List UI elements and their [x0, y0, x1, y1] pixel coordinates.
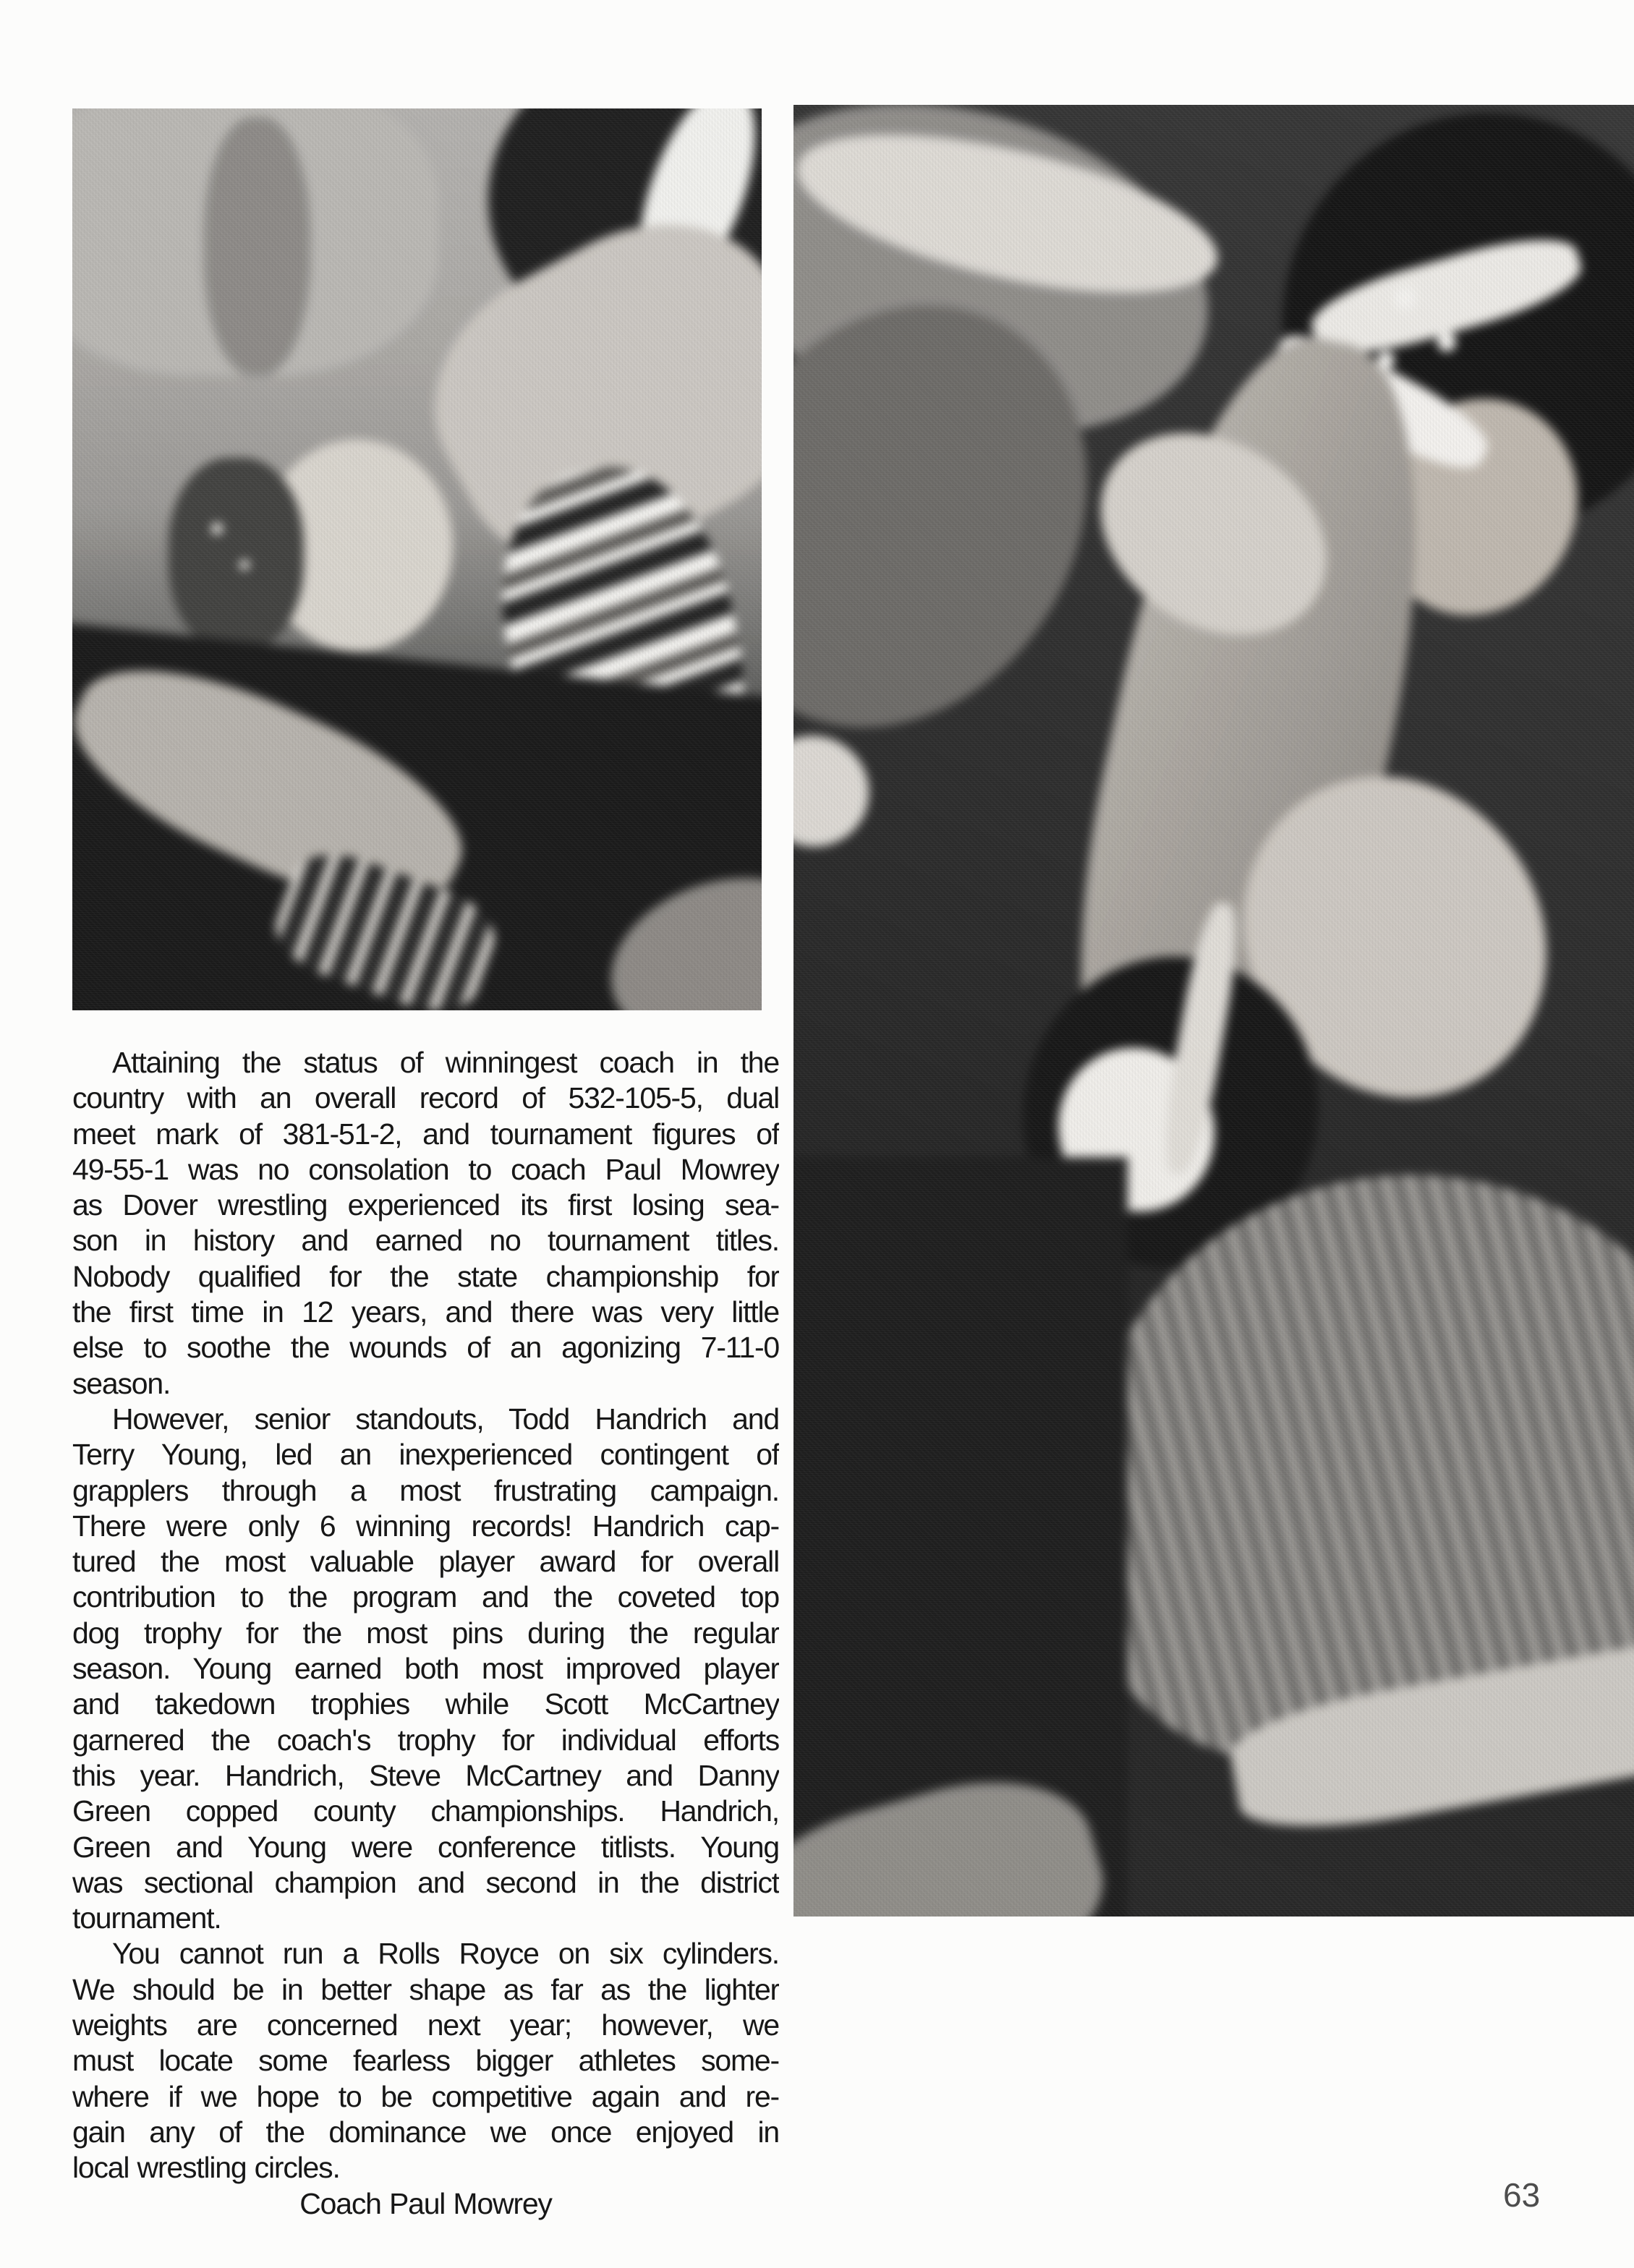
left-wrestling-photo	[72, 108, 762, 1010]
text-line: Attaining the status of winningest coach in the	[112, 1046, 779, 1079]
text-line: garnered the coach's trophy for individual efforts	[72, 1723, 779, 1757]
text-line: dog trophy for the most pins during the regular	[72, 1616, 779, 1650]
text-line: local wrestling circles.	[72, 2151, 340, 2185]
text-line: tured the most valuable player award for overall	[72, 1545, 779, 1579]
text-line: You cannot run a Rolls Royce on six cylinders.	[112, 1937, 779, 1971]
text-line: Terry Young, led an inexperienced contingent of	[72, 1438, 779, 1472]
byline: Coach Paul Mowrey	[299, 2186, 552, 2220]
article-text	[72, 1045, 779, 2222]
paragraph	[72, 1936, 779, 2186]
text-line: Nobody qualified for the state championship for	[72, 1259, 779, 1293]
text-line: 49-55-1 was no consolation to coach Paul Mowrey	[72, 1152, 779, 1186]
right-wrestling-photo	[793, 105, 1634, 1917]
text-line: must locate some fearless bigger athletes some-	[72, 2044, 779, 2078]
text-line: grapplers through a most frustrating campaign.	[72, 1473, 779, 1507]
text-line: and takedown trophies while Scott McCartney	[72, 1687, 779, 1721]
text-line: season. Young earned both most improved player	[72, 1652, 779, 1686]
page-number: 63	[1503, 2176, 1541, 2214]
text-line: as Dover wrestling experienced its first losing sea-	[72, 1188, 779, 1222]
paragraph	[72, 1402, 779, 1936]
text-line: weights are concerned next year; however, we	[72, 2008, 779, 2042]
text-line: There were only 6 winning records! Handrich cap-	[72, 1509, 779, 1543]
photo-grain-overlay	[72, 108, 762, 1010]
text-line: We should be in better shape as far as the lighter	[72, 1972, 779, 2006]
text-line: was sectional champion and second in the district	[72, 1865, 779, 1899]
text-line: country with an overall record of 532-105-5, dual	[72, 1081, 779, 1115]
text-line: gain any of the dominance we once enjoyed in	[72, 2115, 779, 2149]
text-line: where if we hope to be competitive again and re-	[72, 2079, 779, 2113]
text-line: season.	[72, 1366, 171, 1400]
text-line: the first time in 12 years, and there was very little	[72, 1295, 779, 1329]
photo-grain-overlay	[793, 105, 1634, 1917]
text-line: contribution to the program and the coveted top	[72, 1580, 779, 1614]
text-line: meet mark of 381-51-2, and tournament figures of	[72, 1117, 779, 1151]
text-line: tournament.	[72, 1901, 221, 1935]
text-line: else to soothe the wounds of an agonizing 7-11-0	[72, 1331, 779, 1365]
text-line: this year. Handrich, Steve McCartney and Danny	[72, 1758, 779, 1792]
paragraph	[72, 1045, 779, 1402]
text-line: son in history and earned no tournament titles.	[72, 1224, 779, 1258]
text-line: However, senior standouts, Todd Handrich and	[112, 1402, 779, 1436]
text-line: Green and Young were conference titlists. Young	[72, 1830, 779, 1864]
text-line: Green copped county championships. Handrich,	[72, 1794, 779, 1828]
